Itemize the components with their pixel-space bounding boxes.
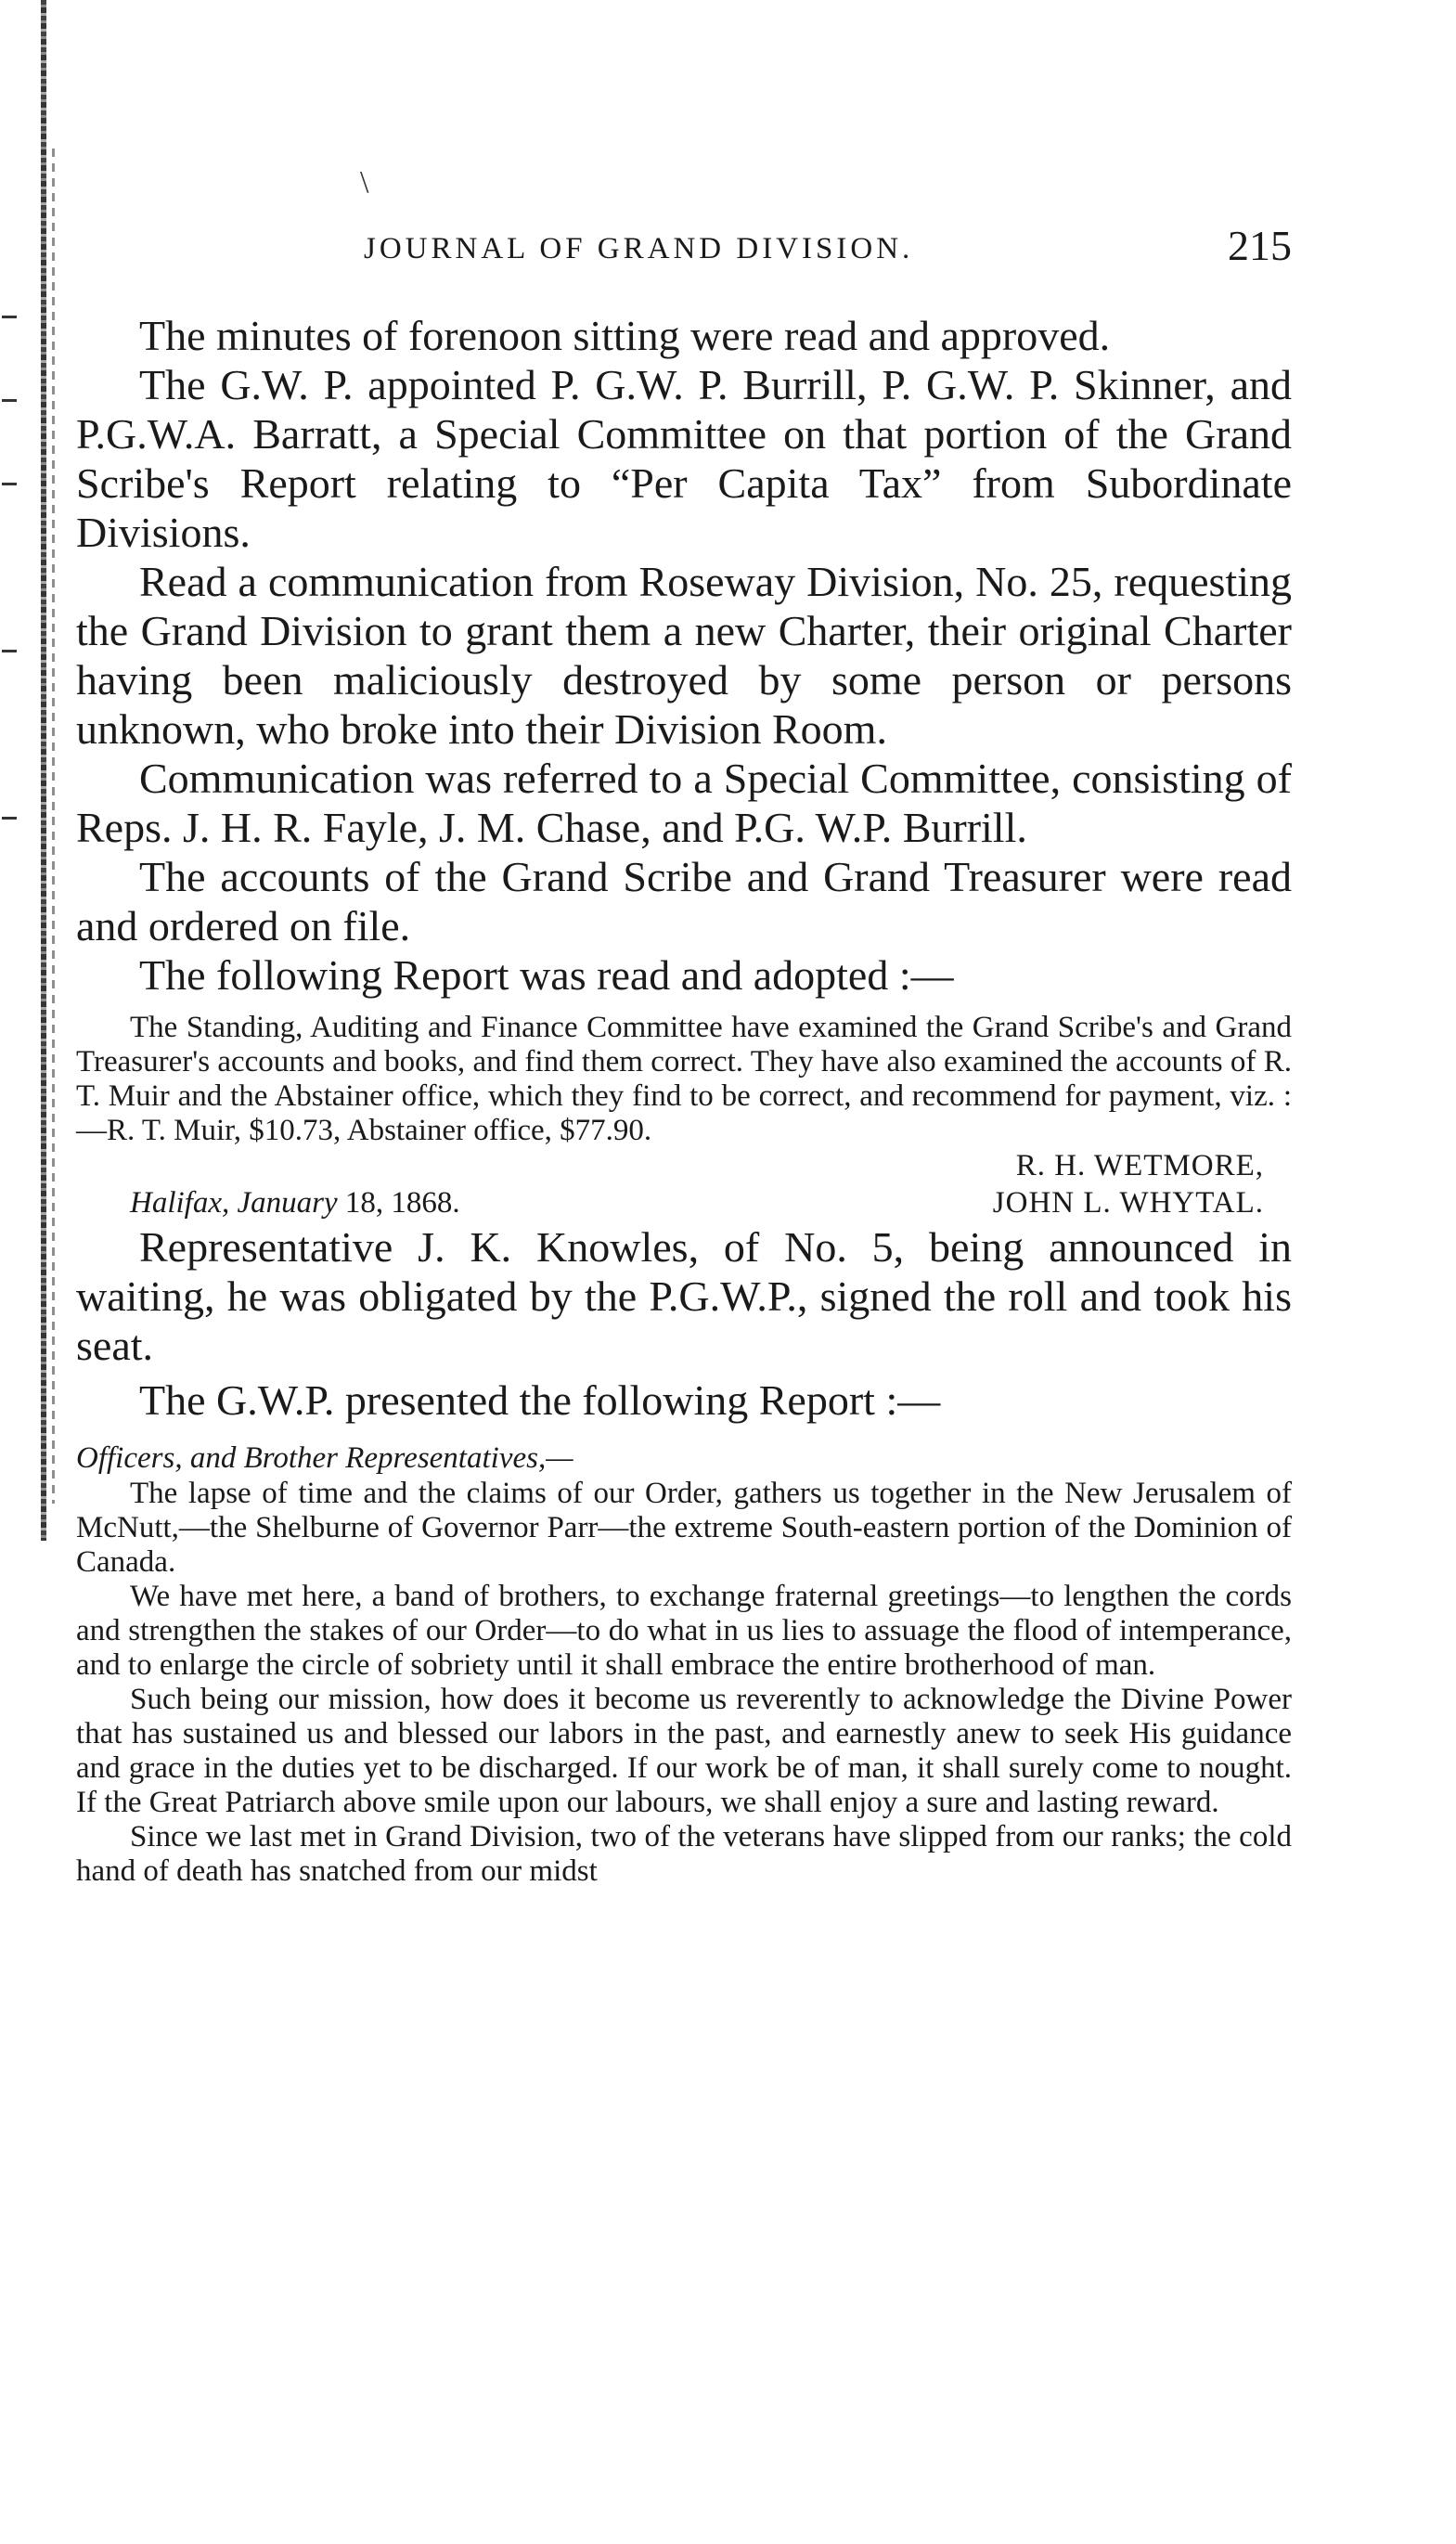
address-paragraph-4: Since we last met in Grand Division, two of the veterans have slipped from our ranks; the cold hand of death has snatched from our midst	[76, 1820, 1292, 1888]
binding-stitching	[52, 149, 55, 1504]
address-paragraph-1: The lapse of time and the claims of our Order, gathers us together in the New Jerusalem of McNutt,—the Shelburne of Governor Parr—the extreme South-eastern portion of the Dominion of Canada.	[76, 1477, 1292, 1579]
stray-pen-mark: \	[360, 165, 369, 200]
paragraph-gwp-report: The G.W.P. presented the following Report :—	[139, 1376, 941, 1424]
finance-committee-report: The Standing, Auditing and Finance Committee have examined the Grand Scribe's and Grand Treasurer's accounts and books, and find them correct. They have also examined the accounts of R. T. Muir and the Abstainer office, which they find to be correct, and recommend for payment, viz. :—R. T. Muir, $10.73, Abstainer office, $77.90.	[76, 1011, 1292, 1147]
address-salutation: Officers, and Brother Representatives,—	[76, 1441, 573, 1475]
address-paragraph-3: Such being our mission, how does it become us reverently to acknowledge the Divine Power that has sustained us and blessed our labors in the past, and earnestly anew to seek His guidance and grace in the duties yet to be discharged. If our work be of man, it shall surely come to nought. If the Great Patriarch above smile upon our labours, we shall enjoy a sure and lasting reward.	[76, 1683, 1292, 1819]
paragraph-accounts-ordered: The accounts of the Grand Scribe and Grand Treasurer were read and ordered on file.	[76, 853, 1292, 949]
paragraph-roseway-communication: Read a communication from Roseway Division, No. 25, requesting the Grand Division to grant them a new Charter, their original Charter having been maliciously destroyed by some person or persons unknown, who broke into their Division Room.	[76, 558, 1292, 753]
page-binding-edge	[0, 0, 65, 1559]
margin-mark	[2, 399, 17, 402]
report-place	[130, 1185, 460, 1220]
margin-mark	[2, 817, 17, 820]
paragraph-report-adopted: The following Report was read and adopted :—	[139, 951, 954, 999]
address-paragraph-2: We have met here, a band of brothers, to exchange fraternal greetings—to lengthen the cords and strengthen the stakes of our Order—to do what in us lies to assuage the flood of intemperance, and to enlarge the circle of sobriety until it shall embrace the entire brotherhood of man.	[76, 1580, 1292, 1682]
signer-whytal: JOHN L. WHYTAL.	[992, 1186, 1264, 1220]
paragraph-knowles-obligated: Representative J. K. Knowles, of No. 5, being announced in waiting, he was obligated by the P.G.W.P., signed the roll and took his seat.	[76, 1223, 1292, 1369]
page-number: 215	[1228, 222, 1292, 269]
report-signatures	[76, 1148, 1292, 1222]
paragraph-committee-appointed: The G.W. P. appointed P. G.W. P. Burrill, P. G.W. P. Skinner, and P.G.W.A. Barratt, a Special Committee on that portion of the Grand Scribe's Report relating to “Per Capita Tax” from Subordinate Divisions.	[76, 361, 1292, 556]
report-place-text: Halifax, January	[130, 1186, 338, 1220]
signer-wetmore: R. H. WETMORE,	[1015, 1149, 1264, 1182]
margin-mark	[2, 650, 17, 652]
margin-mark	[2, 483, 17, 485]
paragraph-minutes-approved: The minutes of forenoon sitting were read and approved.	[139, 312, 1111, 359]
running-head: JOURNAL OF GRAND DIVISION.	[364, 232, 914, 265]
page-body	[76, 311, 1292, 1889]
page-header	[364, 221, 1292, 277]
paragraph-communication-referred: Communication was referred to a Special Committee, consisting of Reps. J. H. R. Fayle, J. M. Chase, and P.G. W.P. Burrill.	[76, 755, 1292, 851]
margin-mark	[2, 316, 17, 318]
binding-shadow	[41, 0, 46, 1541]
report-date: 18, 1868.	[344, 1186, 460, 1220]
